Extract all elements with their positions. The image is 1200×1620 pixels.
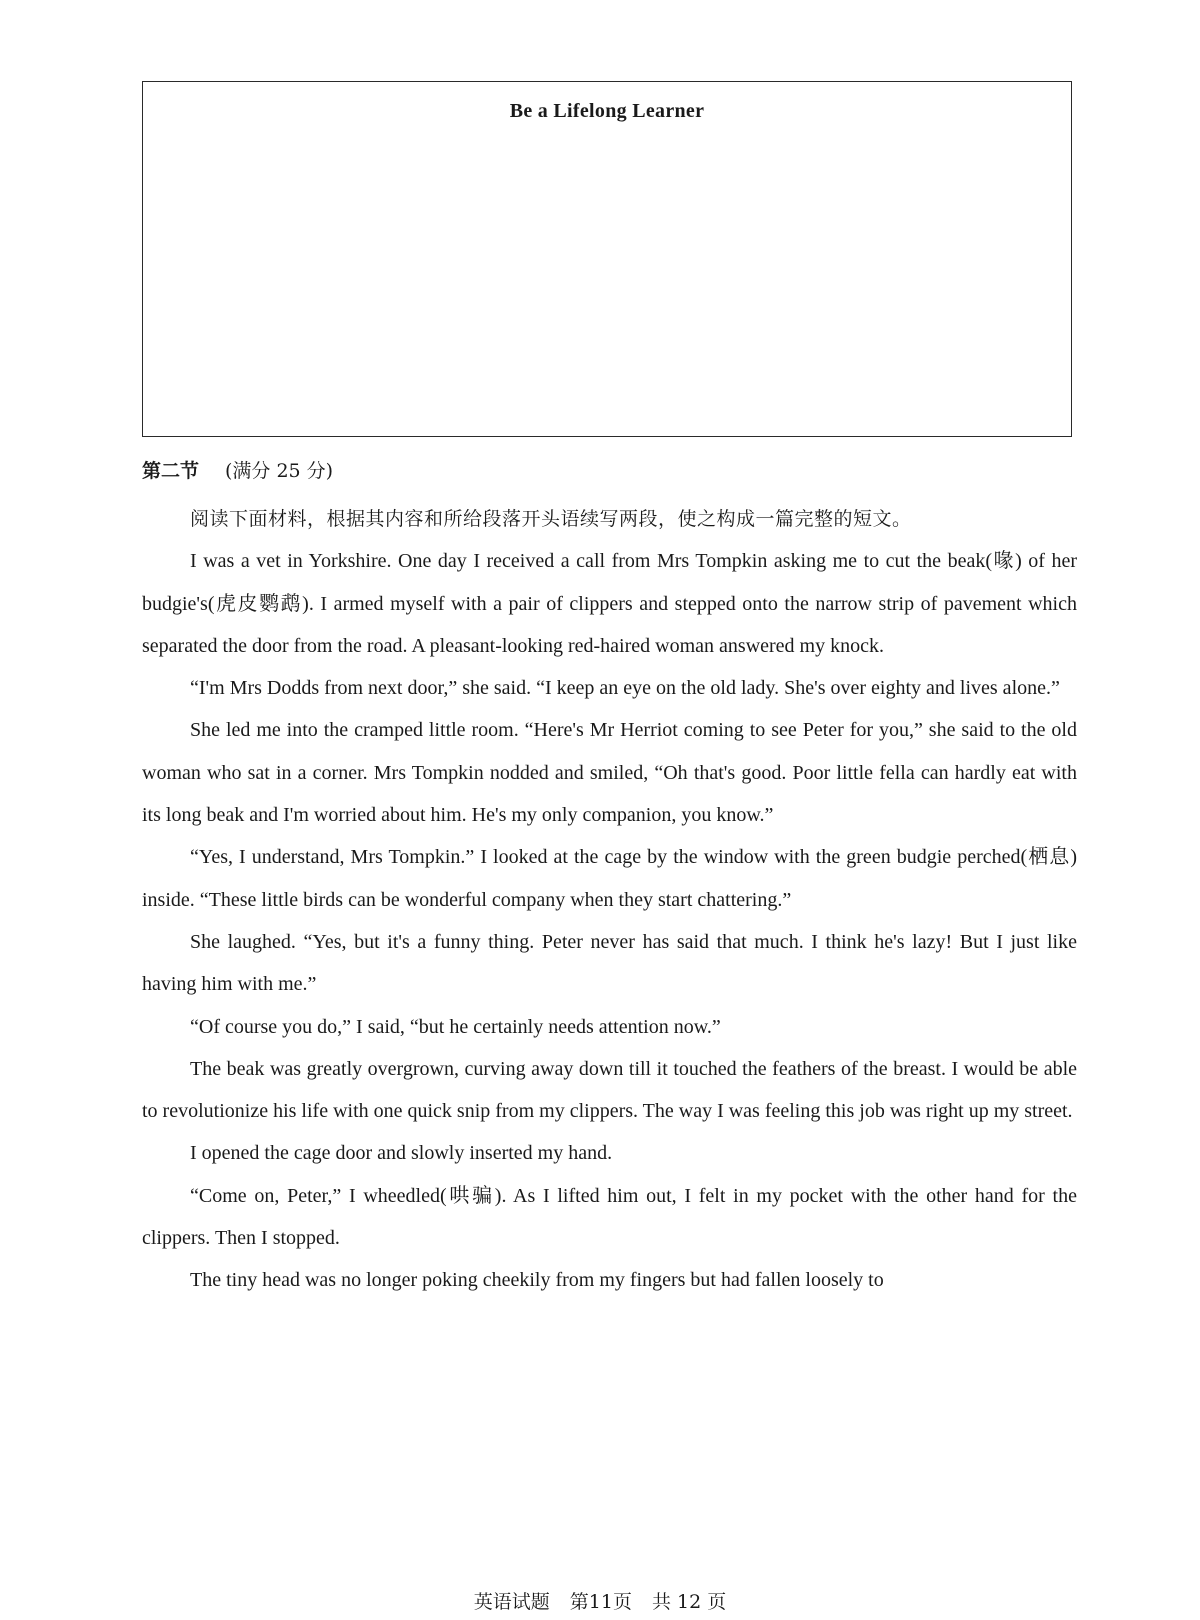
task-instruction: 阅读下面材料，根据其内容和所给段落开头语续写两段，使之构成一篇完整的短文。 — [190, 508, 912, 530]
passage-paragraph: “I'm Mrs Dodds from next door,” she said. “I keep an eye on the old lady. She's over eighty and lives alone.” — [190, 677, 1060, 700]
passage-paragraph: The beak was greatly overgrown, curving away down till it touched the feathers of the breast. I would be able to revolutionize his life with one quick snip from my clippers. The way I was feeling this job was right up my street. — [142, 1057, 1077, 1123]
passage-paragraph: She laughed. “Yes, but it's a funny thing. Peter never has said that much. I think he's lazy! But I just like having him with me.” — [142, 930, 1077, 996]
essay-title: Be a Lifelong Learner — [509, 100, 705, 122]
section-score-note: (满分 25 分) — [225, 460, 334, 482]
page-footer — [0, 1587, 1200, 1614]
passage-paragraph: She led me into the cramped little room. “Here's Mr Herriot coming to see Peter for you,” she said to the old woman who sat in a corner. Mrs Tompkin nodded and smiled, “Oh that's good. Poor little fella can hardly eat with its long beak and I'm worried about him. He's my only companion, you know.” — [142, 719, 1077, 827]
passage-paragraph: The tiny head was no longer poking cheekily from my fingers but had fallen loosely to — [190, 1269, 884, 1292]
passage-paragraph: I opened the cage door and slowly inserted my hand. — [190, 1142, 613, 1165]
footer-subject: 英语试题 — [473, 1591, 550, 1613]
passage-paragraph: “Of course you do,” I said, “but he certainly needs attention now.” — [190, 1015, 721, 1038]
section-heading — [142, 457, 333, 485]
passage-paragraph: “Come on, Peter,” I wheedled(哄骗). As I lifted him out, I felt in my pocket with the other hand for the clippers. Then I stopped. — [142, 1184, 1077, 1250]
essay-writing-box — [142, 81, 1072, 437]
section-name: 第二节 — [142, 460, 200, 482]
passage-paragraph: “Yes, I understand, Mrs Tompkin.” I looked at the cage by the window with the green budgie perched(栖息) inside. “These little birds can be wonderful company when they start chattering.” — [142, 846, 1077, 911]
footer-page-number: 第11页 — [569, 1591, 632, 1613]
passage-paragraph: I was a vet in Yorkshire. One day I received a call from Mrs Tompkin asking me to cut the beak(喙) of her budgie's(虎皮鹦鹉). I armed myself with a pair of clippers and stepped onto the narrow strip of pavement which separated the door from the road. A pleasant-looking red-haired woman answered my knock. — [142, 550, 1077, 657]
reading-passage — [142, 498, 1077, 1302]
footer-total-pages: 共 12 页 — [651, 1591, 727, 1613]
